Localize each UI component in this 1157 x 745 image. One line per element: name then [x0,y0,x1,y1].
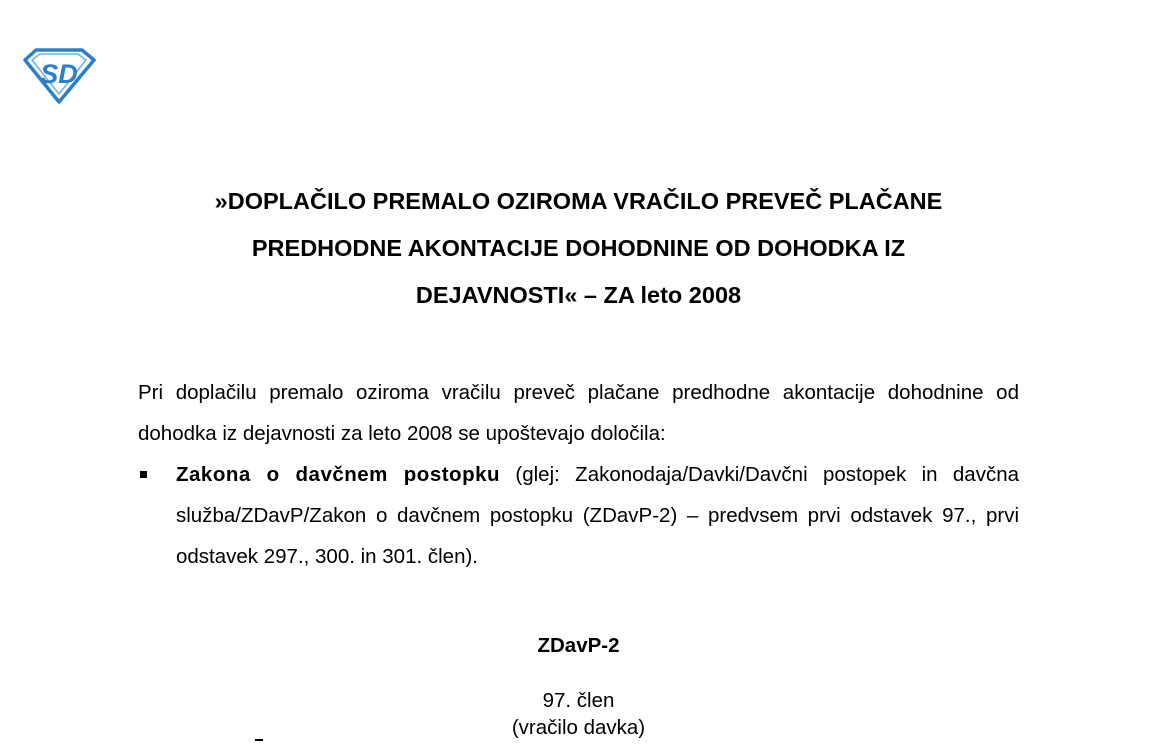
square-bullet-icon [140,471,147,478]
list-item [138,454,1019,577]
document-title [138,178,1019,319]
article-heading [0,687,1157,741]
title-line-3: DEJAVNOSTI« – ZA leto 2008 [415,282,742,308]
title-line-1: »DOPLAČILO PREMALO OZIROMA VRAČILO PREVEČ PLAČANE [214,188,943,214]
law-reference-text: (glej: Zakonodaja/Davki/Davčni postopek in davčna služba/ZDavP/Zakon o davčnem postopku (ZDavP-2) – predvsem prvi odstavek 97., prvi odstavek 297., 300. in 301. člen). [176,463,1019,568]
section-heading: ZDavP-2 [537,634,620,657]
title-line-2: PREDHODNE AKONTACIJE DOHODNINE OD DOHODKA IZ [251,235,906,261]
intro-paragraph: Pri doplačilu premalo oziroma vračilu preveč plačane predhodne akontacije dohodnine od dohodka iz dejavnosti za leto 2008 se upoštevajo določila: [138,381,1019,445]
sd-shield-logo-icon [22,48,96,104]
document-body [138,372,1019,577]
law-name: Zakona o davčnem postopku [176,463,501,486]
svg-text:SD: SD [40,59,78,89]
article-number: 97. člen [542,689,615,712]
article-title: (vračilo davka) [511,716,646,739]
cut-off-text-fragment [255,739,263,745]
